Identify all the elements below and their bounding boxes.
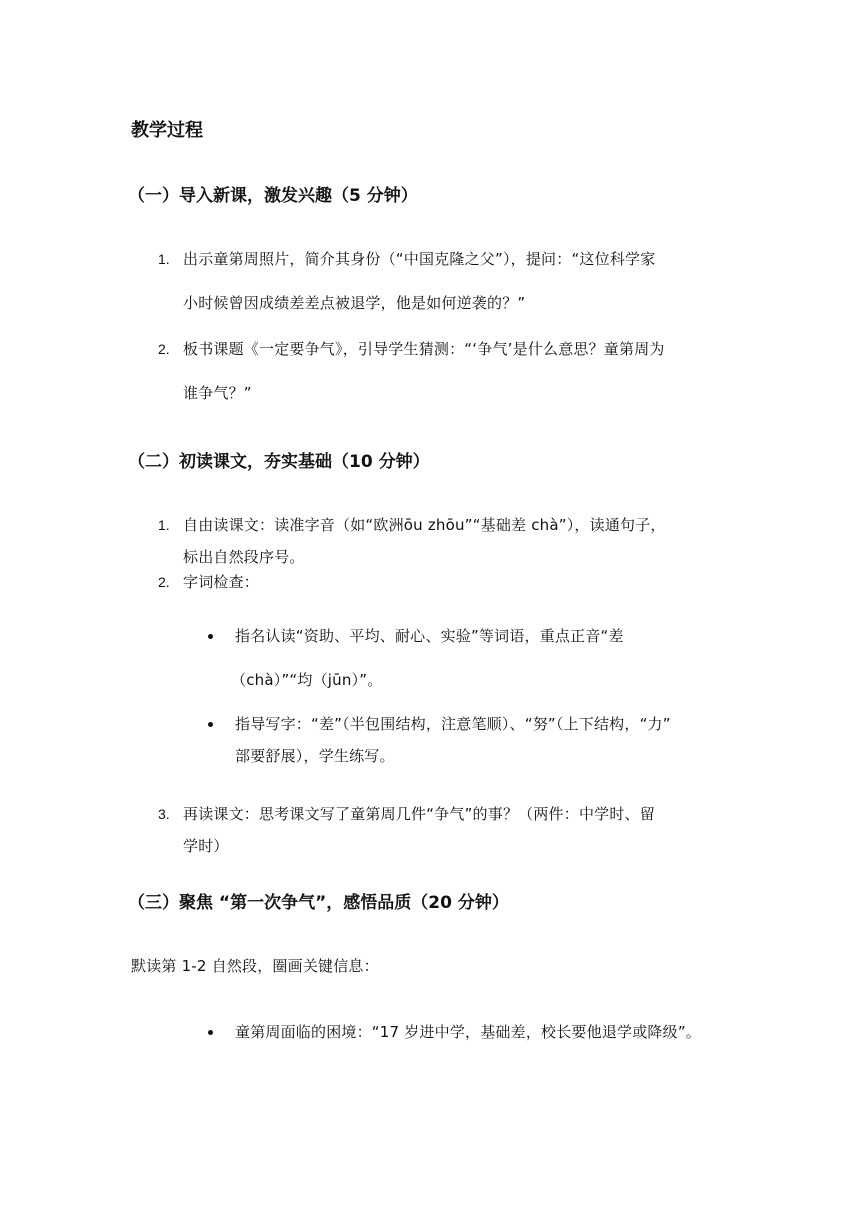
bullet-dot-icon <box>208 722 213 727</box>
section-heading-1: （一）导入新课，激发兴趣（5 分钟） <box>128 186 418 206</box>
list-item-line: 学时） <box>183 837 229 855</box>
list-number: 3. <box>158 806 170 822</box>
section-heading-2: （二）初读课文，夯实基础（10 分钟） <box>128 452 430 472</box>
bullet-item-line: 部要舒展），学生练写。 <box>235 747 395 765</box>
list-number: 1. <box>158 517 170 533</box>
document-title: 教学过程 <box>131 120 203 141</box>
bullet-item-line: 童第周面临的困境：“17 岁进中学，基础差，校长要他退学或降级”。 <box>235 1023 701 1041</box>
bullet-item-line: （chà）”“均（jūn）”。 <box>231 671 383 689</box>
list-number: 1. <box>158 251 170 267</box>
list-item-line: 字词检查： <box>183 573 260 591</box>
bullet-item-line: 指导写字：“差”（半包围结构，注意笔顺）、“努”（上下结构，“力” <box>235 715 671 733</box>
list-item-line: 谁争气？” <box>183 384 252 402</box>
list-number: 2. <box>158 574 170 590</box>
bullet-item-line: 指名认读“资助、平均、耐心、实验”等词语，重点正音“差 <box>235 627 624 645</box>
list-number: 2. <box>158 341 170 357</box>
list-item-line: 小时候曾因成绩差差点被退学，他是如何逆袭的？” <box>183 294 526 312</box>
list-item-line: 板书课题《一定要争气》，引导学生猜测：“‘争气’是什么意思？童第周为 <box>183 340 665 358</box>
list-item-line: 出示童第周照片，简介其身份（“中国克隆之父”），提问：“这位科学家 <box>183 250 656 268</box>
bullet-dot-icon <box>208 1030 213 1035</box>
list-item-line: 自由读课文：读准字音（如“欧洲ōu zhōu”“基础差 chà”），读通句子， <box>183 516 666 534</box>
section-heading-3: （三）聚焦 “第一次争气”，感悟品质（20 分钟） <box>128 893 509 913</box>
list-item-line: 再读课文：思考课文写了童第周几件“争气”的事？（两件：中学时、留 <box>183 805 655 823</box>
bullet-dot-icon <box>208 634 213 639</box>
list-item-line: 标出自然段序号。 <box>183 548 305 566</box>
section-intro: 默读第 1-2 自然段，圈画关键信息： <box>131 957 379 975</box>
